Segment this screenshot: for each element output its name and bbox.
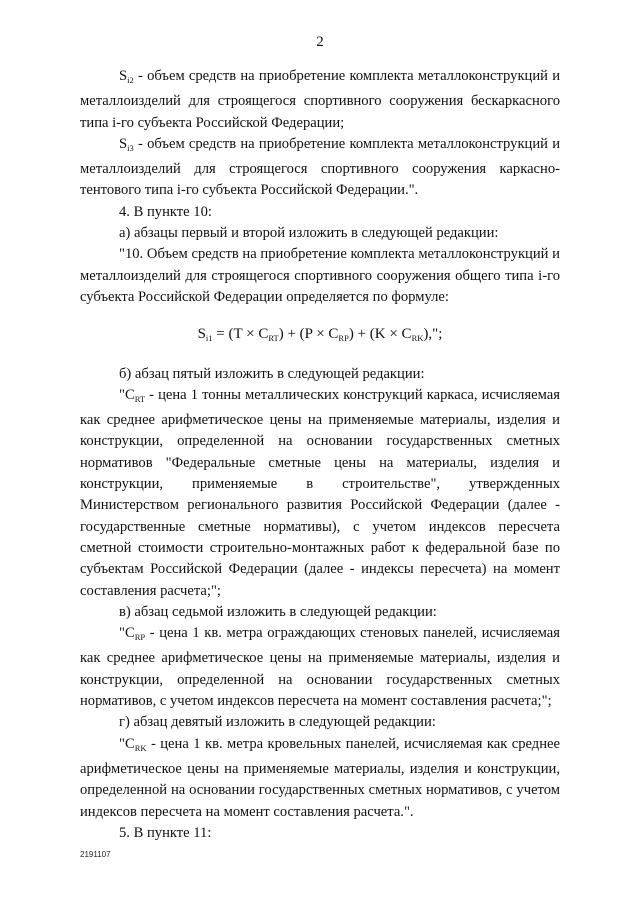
subscript-rt: RT (134, 393, 146, 404)
formula-lhs-sub: i1 (205, 333, 213, 344)
paragraph-s-i2 (80, 66, 560, 134)
paragraph-s-i3 (80, 134, 560, 202)
symbol-c: "C (119, 735, 135, 752)
subscript-i2: i2 (127, 75, 134, 85)
page-number: 2 (316, 34, 324, 50)
formula-sub-rk: RK (411, 333, 424, 344)
formula-sub-rp: RP (338, 333, 349, 344)
paragraph-sub-v: в) абзац седьмой изложить в следующей редакции: (119, 603, 437, 620)
definition-text: - цена 1 тонны металлических конструкций каркаса, исчисляемая как среднее арифметическое цены на применяемые материалы, изделия и конструкции, определенной на основании государственных сметных нормативов "Федеральные сметные цены на материалы, изделия и конструкции, применяемые в строительстве", утвержденных Министерством регионального развития Российской Федерации (далее - государственные сметные нормативы), с учетом индексов пересчета сметной стоимости строительно-монтажных работ к федеральной базе по субъектам Российской Федерации (далее - индексы пересчета) на момент составления расчета;"; (80, 386, 560, 599)
symbol-s: S (119, 135, 128, 152)
symbol-c: "C (119, 625, 135, 642)
paragraph-c-rp (80, 623, 560, 712)
paragraph-point-10: "10. Объем средств на приобретение комплекта металлоконструкций и металлоизделий для строящегося спортивного сооружения общего типа i-го субъекта Российской Федерации определяется по формуле: (80, 246, 560, 305)
symbol-s: S (119, 68, 128, 84)
document-body (80, 66, 560, 844)
subscript-i3: i3 (127, 142, 134, 153)
formula (80, 324, 560, 349)
symbol-c: "C (119, 386, 135, 403)
formula-part2: ) + (P × C (278, 326, 339, 343)
paragraph-c-rk (80, 734, 560, 823)
paragraph-point-4: 4. В пункте 10: (119, 203, 212, 220)
paragraph-sub-b: б) абзац пятый изложить в следующей редакции: (119, 365, 425, 382)
definition-text: - цена 1 кв. метра ограждающих стеновых панелей, исчисляемая как среднее арифметическое цены на применяемые материалы, изделия и конструкции, определенной на основании государственных сметных нормативов, с учетом индексов пересчета на момент составления расчета;"; (80, 625, 560, 710)
subscript-rp: RP (134, 632, 146, 643)
paragraph-sub-a: а) абзацы первый и второй изложить в следующей редакции: (119, 225, 499, 242)
formula-lhs: S (197, 326, 206, 343)
definition-text: - объем средств на приобретение комплекта металлоконструкций и металлоизделий для строящегося спортивного сооружения каркасно-тентового типа i-го субъекта Российской Федерации.". (80, 135, 560, 199)
paragraph-c-rt (80, 385, 560, 602)
subscript-rk: RK (134, 742, 147, 753)
definition-text: - объем средств на приобретение комплекта металлоконструкций и металлоизделий для строящегося спортивного сооружения бескаркасного типа i-го субъекта Российской Федерации; (80, 68, 560, 131)
paragraph-sub-g: г) абзац девятый изложить в следующей редакции: (119, 714, 436, 731)
document-code: 2191107 (80, 850, 111, 859)
formula-part4: ),"; (423, 326, 443, 343)
paragraph-point-5: 5. В пункте 11: (119, 824, 212, 841)
formula-sub-rt: RT (268, 333, 279, 344)
formula-part1: = (T × C (212, 326, 269, 343)
definition-text: - цена 1 кв. метра кровельных панелей, исчисляемая как среднее арифметическое цены на применяемые материалы, изделия и конструкции, определенной на основании государственных сметных нормативов, с учетом индексов пересчета на момент составления расчета.". (80, 735, 560, 820)
formula-part3: ) + (K × C (348, 326, 412, 343)
